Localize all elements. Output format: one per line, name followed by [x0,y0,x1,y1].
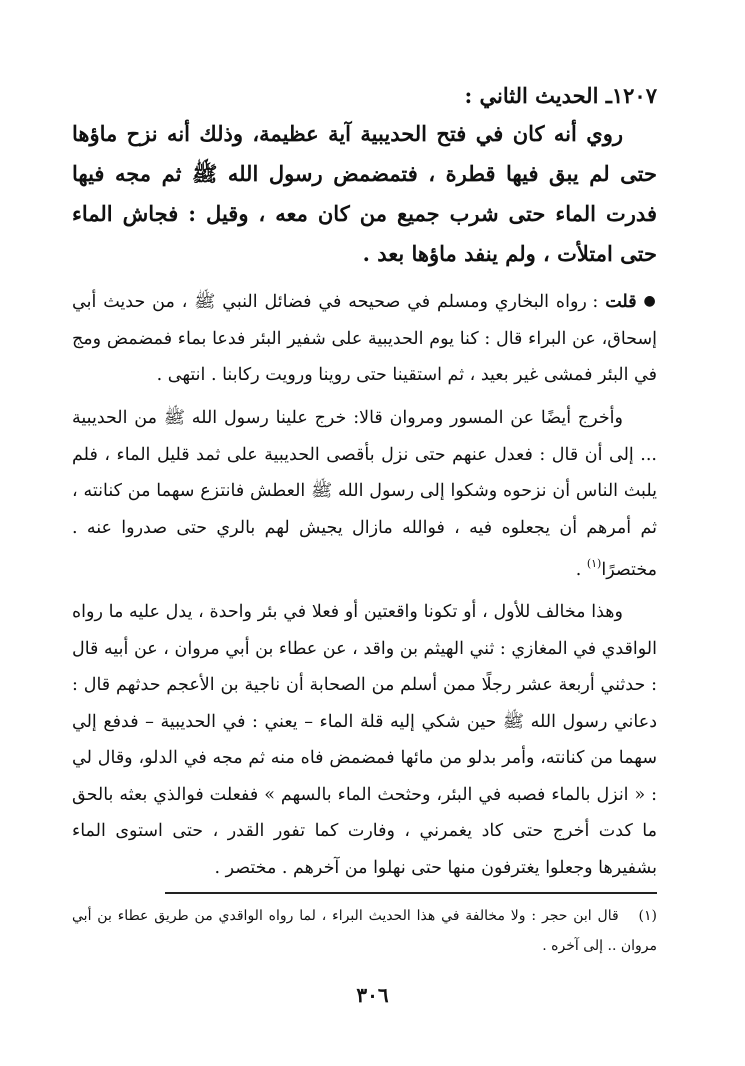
qult-paragraph [72,283,657,394]
qult-label: قلت [605,292,637,312]
heading-title: الحديث الثاني : [464,83,599,108]
footnote-reference[interactable]: (١) [586,557,602,570]
footnote-text: قال ابن حجر : ولا مخالفة في هذا الحديث البراء ، لما رواه الواقدي من طريق عطاء بن أبي مروان .. إلى آخره . [72,908,657,954]
hadith-text: روي أنه كان في فتح الحديبية آية عظيمة، وذلك أنه نزح ماؤها حتى لم يبق فيها قطرة ، فتمضمض رسول الله ﷺ ثم مجه فيها فدرت الماء حتى شرب جميع من كان معه ، وقيل : فجاش الماء حتى امتلأت ، ولم ينفد ماؤها بعد . [72,121,657,266]
footnote-divider [165,892,657,894]
footnote [72,901,657,961]
page-number: ٣٠٦ [356,983,389,1007]
footnote-number: (١) [638,908,657,924]
akhraja-end: . [575,560,587,580]
akhraja-paragraph [72,400,657,589]
akhraja-text: وأخرج أيضًا عن المسور ومروان قالا: خرج علينا رسول الله ﷺ من الحديبية ... إلى أن قال : فعدل عنهم حتى نزل بأقصى الحديبية على ثمد قليل الماء ، فلم يلبث الناس أن نزحوه وشكوا إلى رسول الله ﷺ العطش فانتزع سهما من كنانته ، ثم أمرهم أن يجعلوه فيه ، فوالله مازال يجيش لهم بالري حتى صدروا عنه . مختصرًا [72,408,657,580]
hadith-heading [72,76,657,116]
hadha-paragraph: وهذا مخالف للأول ، أو تكونا واقعتين أو فعلا في بئر واحدة ، يدل عليه ما رواه الواقدي في المغازي : ثني الهيثم بن واقد ، عن عطاء بن أبي مروان ، عن أبيه قال : حدثني أربعة عشر رجلًا ممن أسلم من الصحابة أن ناجية بن الأعجم حدثهم قال : دعاني رسول الله ﷺ حين شكي إليه قلة الماء – يعني : في الحديبية – فدفع إلي سهما من كنانته، وأمر بدلو من مائها فمضمض فاه منه ثم مجه في الدلو، وقال لي : « انزل بالماء فصبه في البئر، وحثحث الماء بالسهم » ففعلت فوالذي بعثه بالحق ما كدت أخرج حتى كاد يغمرني ، وفارت كما تفور القدر ، حتى استوى الماء بشفيرها وجعلوا يغترفون منها حتى نهلوا من آخرهم . مختصر . [72,602,657,878]
heading-dash: ـ [605,83,612,108]
hadith-number: ١٢٠٧ [611,83,657,108]
qult-text: : رواه البخاري ومسلم في صحيحه في فضائل النبي ﷺ ، من حديث أبي إسحاق، عن البراء قال : كنا يوم الحديبية على شفير البئر فدعا بماء فمضمض ومج في البئر فمشى غير بعيد ، ثم استقينا حتى روينا ورويت ركابنا . انتهى . [72,292,657,385]
bullet-icon: ● [643,293,657,309]
